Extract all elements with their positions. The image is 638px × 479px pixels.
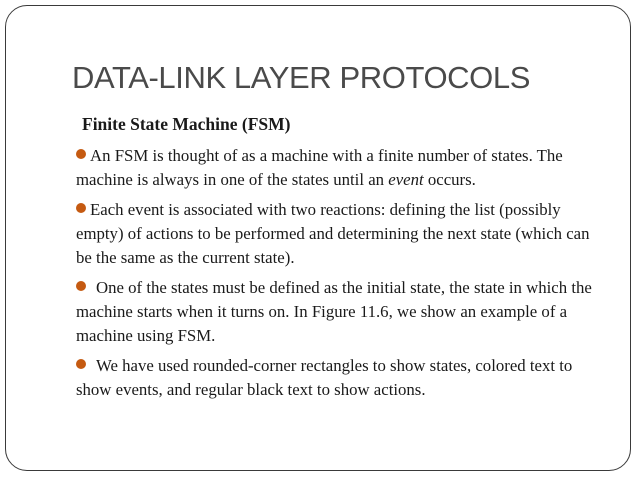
bullet-4-text: We have used rounded-corner rectangles to show states, colored text to show events, and regular black text to show actions. xyxy=(76,356,573,399)
bullet-dot-icon xyxy=(76,281,86,291)
bullet-1-emphasis: event xyxy=(388,170,424,189)
bullet-item-3 xyxy=(76,276,606,348)
bullet-1-text-before: An FSM is thought of as a machine with a finite number of states. The machine is always in one of the states until an xyxy=(76,146,563,189)
section-subheading: Finite State Machine (FSM) xyxy=(82,114,291,134)
bullet-dot-icon xyxy=(76,149,86,159)
bullet-dot-icon xyxy=(76,359,86,369)
bullet-3-text: One of the states must be defined as the initial state, the state in which the machine starts when it turns on. In Figure 11.6, we show an example of a machine using FSM. xyxy=(76,278,592,345)
bullet-item-1 xyxy=(76,144,606,192)
bullet-2-text: Each event is associated with two reactions: defining the list (possibly empty) of actions to be performed and determining the next state (which can be the same as the current state). xyxy=(76,200,590,267)
slide-title: DATA-LINK LAYER PROTOCOLS xyxy=(72,60,530,95)
slide-content xyxy=(76,112,606,408)
bullet-dot-icon xyxy=(76,203,86,213)
bullet-item-4 xyxy=(76,354,606,402)
slide-frame xyxy=(5,5,631,471)
bullet-item-2 xyxy=(76,198,606,270)
bullet-1-text-after: occurs. xyxy=(423,170,476,189)
